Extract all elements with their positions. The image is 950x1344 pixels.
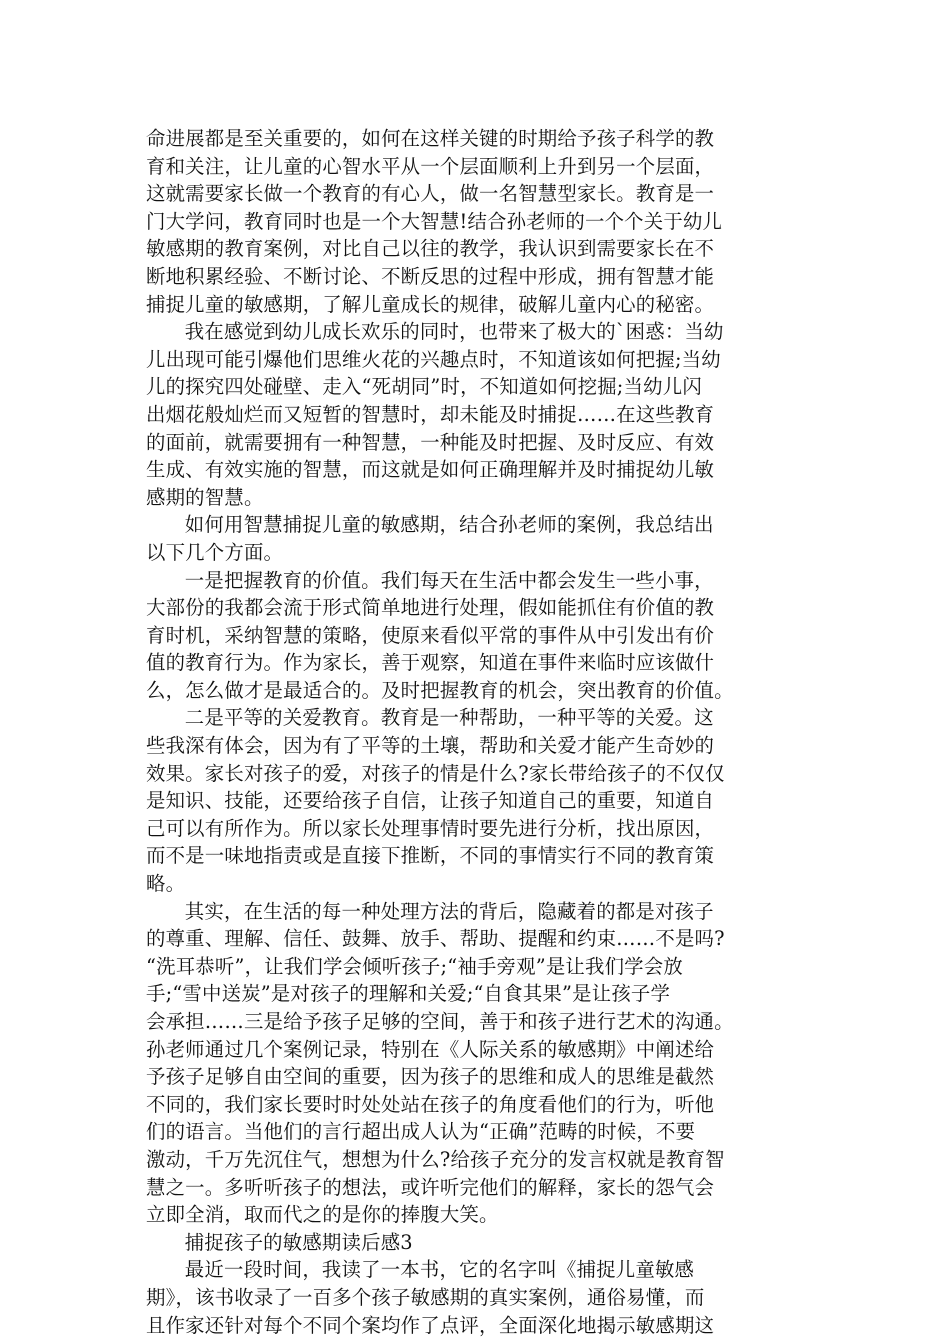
- text-line: 的面前，就需要拥有一种智慧，一种能及时把握、及时反应、有效: [146, 430, 715, 454]
- paragraph: [146, 1229, 806, 1257]
- text-line: 二是平等的关爱教育。教育是一种帮助，一种平等的关爱。这: [184, 706, 714, 730]
- paragraph: [146, 1256, 806, 1339]
- text-line: 会承担……三是给予孩子足够的空间，善于和孩子进行艺术的沟通。: [146, 1010, 734, 1033]
- document-body: [146, 125, 806, 1339]
- text-line: 生成、有效实施的智慧，而这就是如何正确理解并及时捕捉幼儿敏: [146, 458, 715, 482]
- text-line: 最近一段时间，我读了一本书，它的名字叫《捕捉儿童敏感: [184, 1258, 695, 1282]
- text-line: 立即全消，取而代之的是你的捧腹大笑。: [146, 1203, 499, 1227]
- text-line: 育和关注，让儿童的心智水平从一个层面顺利上升到另一个层面，: [146, 154, 715, 178]
- text-line: 些我深有体会，因为有了平等的土壤，帮助和关爱才能产生奇妙的: [146, 734, 715, 758]
- text-line: 敏感期的教育案例，对比自己以往的教学，我认识到需要家长在不: [146, 237, 715, 261]
- text-line: 而不是一味地指责或是直接下推断，不同的事情实行不同的教育策: [146, 844, 715, 868]
- text-line: 其实，在生活的每一种处理方法的背后，隐藏着的都是对孩子: [184, 899, 714, 923]
- text-line: 效果。家长对孩子的爱，对孩子的情是什么?家长带给孩子的不仅仅: [146, 761, 725, 785]
- paragraph: [146, 125, 806, 318]
- text-line: 捕捉儿童的敏感期，了解儿童成长的规律，破解儿童内心的秘密。: [146, 292, 715, 316]
- text-line: 断地积累经验、不断讨论、不断反思的过程中形成，拥有智慧才能: [146, 264, 715, 288]
- text-line: 略。: [146, 872, 186, 896]
- text-line: 大部份的我都会流于形式简单地进行处理，假如能抓住有价值的教: [146, 596, 715, 620]
- text-line: 的尊重、理解、信任、鼓舞、放手、帮助、提醒和约束……不是吗?: [146, 927, 725, 951]
- text-line: 感期的智慧。: [146, 485, 264, 509]
- text-line: 们的语言。当他们的言行超出成人认为“正确”范畴的时候，不要: [146, 1120, 696, 1144]
- text-line: 激动，千万先沉住气，想想为什么?给孩子充分的发言权就是教育智: [146, 1147, 725, 1171]
- text-line: 么，怎么做才是最适合的。及时把握教育的机会，突出教育的价值。: [146, 678, 734, 702]
- text-line: 如何用智慧捕捉儿童的敏感期，结合孙老师的案例，我总结出: [184, 513, 714, 537]
- text-line: 育时机，采纳智慧的策略，使原来看似平常的事件从中引发出有价: [146, 623, 715, 647]
- text-line: 捕捉孩子的敏感期读后感3: [184, 1230, 413, 1254]
- text-line: 一是把握教育的价值。我们每天在生活中都会发生一些小事，: [184, 568, 714, 592]
- text-line: 门大学问，教育同时也是一个大智慧!结合孙老师的一个个关于幼儿: [146, 209, 723, 233]
- paragraph: [146, 318, 806, 511]
- paragraph: [146, 704, 806, 897]
- text-line: 儿的探究四处碰壁、走入“死胡同”时，不知道如何挖掘;当幼儿闪: [146, 375, 702, 399]
- text-line: “洗耳恭听”，让我们学会倾听孩子;“袖手旁观”是让我们学会放: [146, 954, 683, 978]
- text-line: 值的教育行为。作为家长，善于观察，知道在事件来临时应该做什: [146, 651, 715, 675]
- text-line: 且作家还针对每个不同个案均作了点评，全面深化地揭示敏感期这: [146, 1313, 715, 1337]
- text-line: 出烟花般灿烂而又短暂的智慧时，却未能及时捕捉……在这些教育: [146, 402, 715, 426]
- text-line: 以下几个方面。: [146, 540, 284, 564]
- text-line: 这就需要家长做一个教育的有心人，做一名智慧型家长。教育是一: [146, 182, 715, 206]
- text-line: 我在感觉到幼儿成长欢乐的同时，也带来了极大的`困惑：当幼: [184, 320, 724, 344]
- text-line: 己可以有所作为。所以家长处理事情时要先进行分析，找出原因，: [146, 816, 715, 840]
- text-line: 儿出现可能引爆他们思维火花的兴趣点时，不知道该如何把握;当幼: [146, 347, 721, 371]
- paragraph: [146, 567, 806, 705]
- text-line: 手;“雪中送炭”是对孩子的理解和关爱;“自食其果”是让孩子学: [146, 982, 671, 1006]
- text-line: 予孩子足够自由空间的重要，因为孩子的思维和成人的思维是截然: [146, 1065, 715, 1089]
- text-line: 期》，该书收录了一百多个孩子敏感期的真实案例，通俗易懂，而: [146, 1285, 705, 1309]
- text-line: 不同的，我们家长要时时处处站在孩子的角度看他们的行为，听他: [146, 1092, 715, 1116]
- paragraph: [146, 898, 806, 1229]
- text-line: 慧之一。多听听孩子的想法，或许听完他们的解释，家长的怨气会: [146, 1175, 715, 1199]
- paragraph: [146, 511, 806, 566]
- text-line: 命进展都是至关重要的，如何在这样关键的时期给予孩子科学的教: [146, 127, 715, 150]
- text-line: 是知识、技能，还要给孩子自信，让孩子知道自己的重要，知道自: [146, 789, 715, 813]
- text-line: 孙老师通过几个案例记录，特别在《人际关系的敏感期》中阐述给: [146, 1037, 715, 1061]
